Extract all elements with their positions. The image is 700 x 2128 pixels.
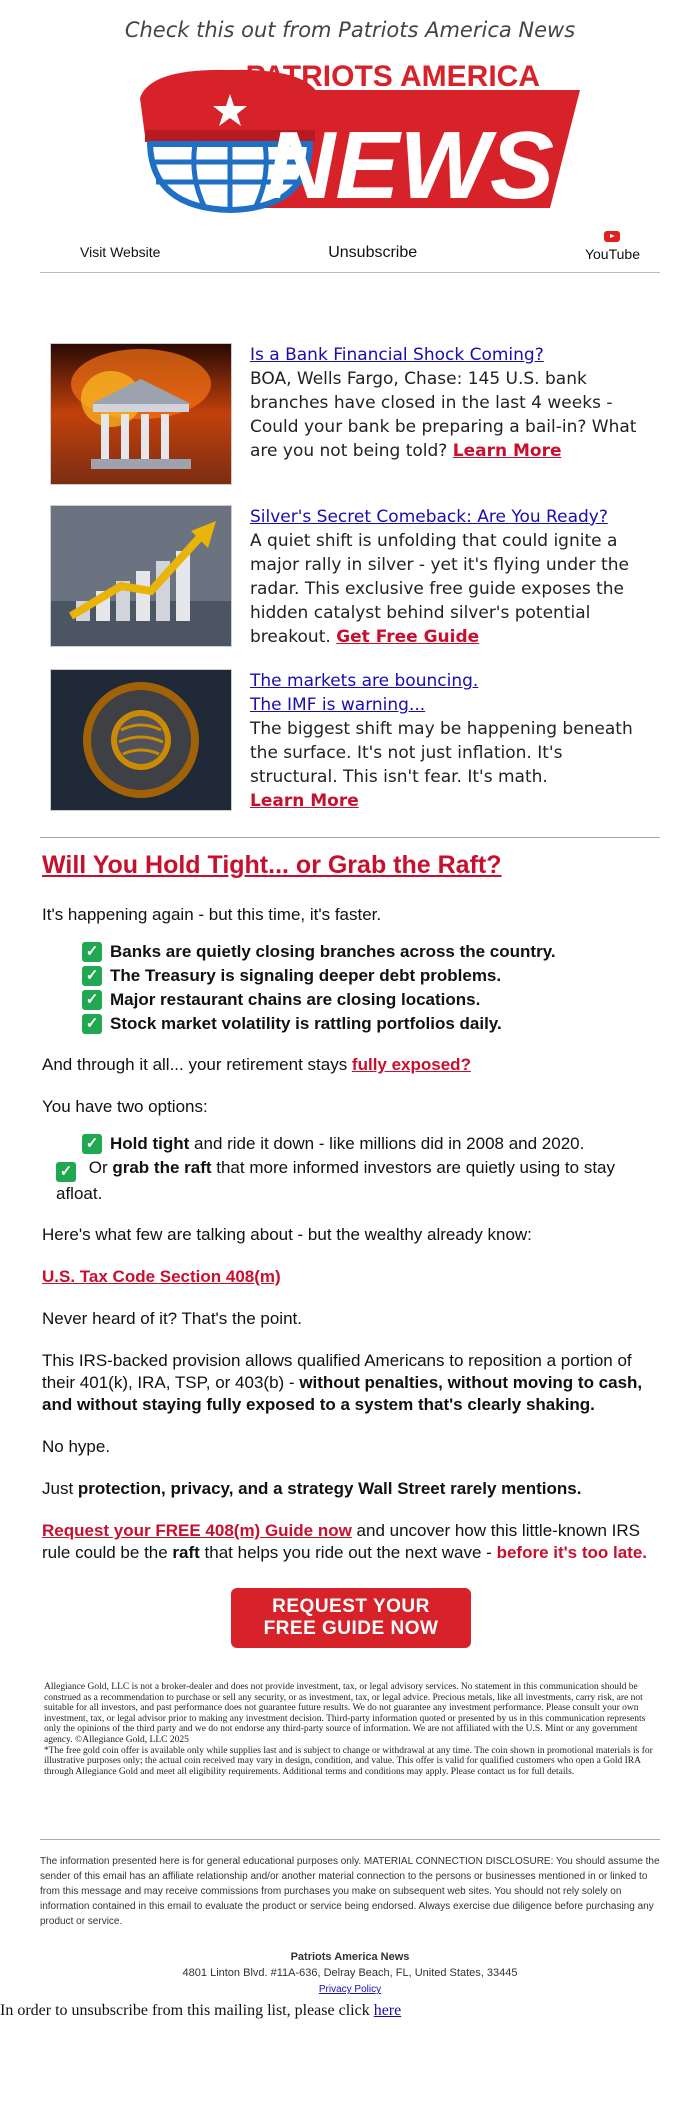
request-guide-link[interactable]: Request your FREE 408(m) Guide now [42, 1521, 352, 1540]
option2-prefix: Or [88, 1158, 113, 1177]
silver-coins-chart-image[interactable] [50, 505, 232, 647]
header-note: Check this out from Patriots America News [124, 18, 576, 42]
list-item [56, 1156, 660, 1206]
patriots-america-news-logo [120, 58, 580, 218]
header-nav [40, 218, 660, 273]
article-title-line1: The markets are bouncing. [250, 671, 479, 691]
company-info [40, 1949, 660, 1998]
just-bold: protection, privacy, and a strategy Wall Street rarely mentions. [77, 1479, 582, 1498]
main-content [40, 851, 660, 1648]
just-paragraph [42, 1478, 660, 1500]
check-list [82, 940, 660, 1036]
list-item-text [110, 1132, 584, 1156]
just-prefix: Just [42, 1479, 78, 1498]
disclaimer [40, 1682, 660, 1777]
list-item [82, 1132, 660, 1156]
intro-text: It's happening again - but this time, it's faster. [42, 905, 382, 924]
options-list [56, 1132, 660, 1206]
main-headline[interactable]: Will You Hold Tight... or Grab the Raft? [42, 851, 502, 879]
disclaimer-p1: Allegiance Gold, LLC is not a broker-dealer and does not provide investment, tax, or legal advisory services. No statement in this communication should be construed as a recommendation to purchase or sell any security, or as investment, tax, or legal advice. Precious metals, like all investments, carry risk, are not suitable for all investors, and past performance does not guarantee future results. We do not guarantee any investment performance. Please consult your own investment, tax, or legal advisor prior to making any investment decision. Third-party information quoted or presented by us in this communication represents only the opinions of the third party and we do not endorse any third-party source of information. We are not affiliated with the U.S. Mint or any government agency. ©Allegiance Gold, LLC 2025 [44, 1682, 646, 1745]
request-red: before it's too late. [496, 1543, 648, 1562]
article-title-line2: The IMF is warning... [250, 695, 426, 715]
no-hype-text: No hype. [42, 1437, 111, 1456]
request-guide-button[interactable] [231, 1588, 471, 1648]
burning-bank-image[interactable] [50, 343, 232, 485]
button-line1: REQUEST YOUR [272, 1596, 430, 1617]
list-item-text: The Treasury is signaling deeper debt problems. [110, 966, 502, 985]
company-address: 4801 Linton Blvd. #11A-636, Delray Beach, FL, United States, 33445 [182, 1967, 518, 1980]
imf-seal-image[interactable] [50, 669, 232, 811]
article-item [50, 669, 660, 813]
youtube-icon [604, 231, 620, 242]
learn-more-link[interactable]: Learn More [452, 441, 562, 461]
check-icon: ✓ [82, 1014, 102, 1034]
article-title-link[interactable] [250, 669, 650, 717]
article-body: A quiet shift is unfolding that could ignite a major rally in silver - yet it's flying under the radar. This exclusive free guide exposes the hidden catalyst behind silver's potential breakout. [250, 531, 629, 647]
youtube-link[interactable] [585, 231, 640, 262]
list-item [82, 964, 660, 988]
irs-bold: without penalties, without moving to cash, and without staying fully exposed to a system that's clearly shaking. [42, 1373, 643, 1414]
list-item-text: Stock market volatility is rattling portfolios daily. [110, 1014, 502, 1033]
check-icon: ✓ [56, 1162, 76, 1182]
check-icon: ✓ [82, 1134, 102, 1154]
get-free-guide-link[interactable]: Get Free Guide [336, 627, 480, 647]
section-divider [40, 837, 660, 838]
request-raft: raft [172, 1543, 200, 1562]
unsubscribe-text: In order to unsubscribe from this mailing list, please click [0, 2002, 374, 2020]
check-icon: ✓ [82, 942, 102, 962]
options-intro: You have two options: [42, 1097, 208, 1116]
tax-code-link[interactable]: U.S. Tax Code Section 408(m) [42, 1267, 281, 1286]
exposed-paragraph [42, 1054, 660, 1076]
request-paragraph [42, 1520, 660, 1564]
privacy-policy-link[interactable]: Privacy Policy [318, 1984, 382, 1996]
logo-line2: NEWS [266, 112, 554, 218]
request-mid2: that helps you ride out the next wave - [199, 1543, 497, 1562]
unsubscribe-line [0, 2002, 700, 2020]
unsubscribe-link[interactable]: Unsubscribe [328, 244, 418, 261]
list-item [82, 1012, 660, 1036]
irs-paragraph [42, 1350, 660, 1416]
article-title-link[interactable]: Is a Bank Financial Shock Coming? [250, 345, 544, 365]
list-item-text: Major restaurant chains are closing locations. [110, 990, 481, 1009]
article-body: BOA, Wells Fargo, Chase: 145 U.S. bank branches have closed in the last 4 weeks - Could your bank be preparing a bail-in? What are you not being told? [250, 369, 637, 461]
article-item [50, 343, 660, 485]
list-item-text [56, 1156, 660, 1206]
list-item [82, 988, 660, 1012]
option1-bold: Hold tight [110, 1134, 190, 1153]
check-icon: ✓ [82, 990, 102, 1010]
company-name: Patriots America News [290, 1951, 410, 1964]
option2-rest: that more informed investors are quietly using to stay afloat. [56, 1158, 615, 1203]
footer [40, 1839, 660, 1998]
option1-rest: and ride it down - like millions did in 2008 and 2020. [189, 1134, 585, 1153]
youtube-label: YouTube [584, 246, 640, 262]
visit-website-link[interactable]: Visit Website [80, 244, 161, 260]
irs-prefix: This IRS-backed provision allows qualified Americans to reposition a portion of their 401(k), IRA, TSP, or 403(b) - [42, 1351, 632, 1392]
check-icon: ✓ [82, 966, 102, 986]
few-talking-text: Here's what few are talking about - but the wealthy already know: [42, 1225, 532, 1244]
article-list [40, 343, 660, 813]
request-mid: and uncover how this little-known IRS rule could be the [42, 1521, 641, 1562]
unsubscribe-here-link[interactable]: here [373, 2002, 402, 2020]
article-item [50, 505, 660, 649]
exposed-prefix: And through it all... your retirement stays [42, 1055, 352, 1074]
list-item [82, 940, 660, 964]
list-item-text: Banks are quietly closing branches across the country. [110, 942, 556, 961]
fully-exposed-link[interactable]: fully exposed? [351, 1055, 471, 1074]
button-line2: FREE GUIDE NOW [263, 1618, 439, 1639]
option2-bold: grab the raft [112, 1158, 212, 1177]
footer-info: The information presented here is for general educational purposes only. MATERIAL CONNECTION DISCLOSURE: You should assume the sender of this email has an affiliate relationship and/or another material connection to the persons or businesses mentioned in or linked to from this message and may receive commissions from purchases you make on subsequent web sites. You should not rely solely on information contained in this email to evaluate the product or service being endorsed. Always exercise due diligence before purchasing any product or service. [40, 1856, 660, 1928]
learn-more-link[interactable]: Learn More [250, 791, 359, 811]
never-heard-text: Never heard of it? That's the point. [42, 1309, 302, 1328]
article-title-link[interactable]: Silver's Secret Comeback: Are You Ready? [250, 507, 608, 527]
disclaimer-p2: *The free gold coin offer is available only while supplies last and is subject to change or withdrawal at any time. The coin shown in promotional materials is for illustrative purposes only; the actual coin received may vary in design, condition, and value. This offer is valid for qualified customers who open a Gold IRA through Allegiance Gold and meet all eligibility requirements. Additional terms and conditions may apply. Please contact us for full details. [44, 1745, 653, 1777]
logo-line1: PATRIOTS AMERICA [245, 60, 540, 93]
article-body: The biggest shift may be happening beneath the surface. It's not just inflation. It's structural. This isn't fear. It's math. [250, 719, 633, 787]
